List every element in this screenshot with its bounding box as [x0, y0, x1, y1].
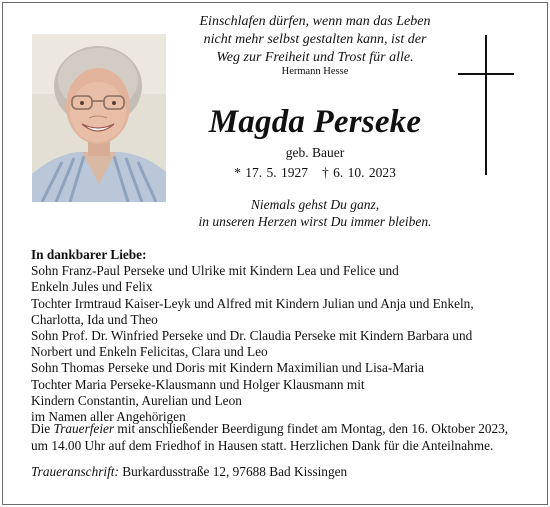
- family-line: Tochter Irmtraud Kaiser-Leyk und Alfred mit Kindern Julian und Anja und Enkeln,: [31, 295, 474, 311]
- funeral-notice: [31, 421, 536, 454]
- family-heading: In dankbarer Liebe:: [31, 247, 147, 262]
- portrait-photo: [32, 34, 166, 202]
- notice-line-1: [31, 421, 536, 438]
- address-value: Burkardusstraße 12, 97688 Bad Kissingen: [118, 464, 348, 479]
- portrait-image: [32, 34, 166, 202]
- family-line: Sohn Prof. Dr. Winfried Perseke und Dr. Claudia Perseke mit Kindern Barbara und: [31, 328, 473, 344]
- family-line: Charlotta, Ida und Theo: [31, 311, 158, 327]
- mourning-address: [31, 464, 536, 480]
- birth-date: * 17. 5. 1927: [234, 165, 308, 180]
- notice-line-2: um 14.00 Uhr auf dem Friedhof in Hausen statt. Herzlichen Dank für die Anteilnahme.: [31, 437, 494, 453]
- address-label: Traueranschrift:: [31, 464, 119, 479]
- notice-emphasis: Trauerfeier: [53, 421, 115, 436]
- family-list: [31, 247, 536, 425]
- poem-line: nicht mehr selbst gestalten kann, ist der: [203, 32, 427, 47]
- family-line: im Namen aller Angehörigen: [31, 409, 186, 425]
- latin-cross-icon: [458, 35, 514, 175]
- family-line: Sohn Thomas Perseke und Doris mit Kindern Maximilian und Lisa-Maria: [31, 360, 425, 376]
- family-line: Tochter Maria Perseke-Klausmann und Holger Klausmann mit: [31, 376, 365, 392]
- poem-author: Hermann Hesse: [281, 66, 349, 77]
- poem-line: Weg zur Freiheit und Trost für alle.: [216, 50, 414, 65]
- notice-line-1-rest: mit anschließender Beerdigung findet am Montag, den 16. Oktober 2023,: [114, 421, 509, 436]
- motto-line: in unseren Herzen wirst Du immer bleiben.: [198, 214, 432, 229]
- death-date: † 6. 10. 2023: [322, 165, 396, 180]
- motto-line: Niemals gehst Du ganz,: [250, 197, 380, 212]
- family-line: Norbert und Enkeln Felicitas, Clara und Leo: [31, 344, 268, 360]
- poem: [190, 13, 440, 67]
- life-dates: [190, 165, 440, 181]
- notice-prefix: Die: [31, 421, 54, 436]
- family-line: Kindern Constantin, Aurelian und Leon: [31, 392, 242, 408]
- family-line: Sohn Franz-Paul Perseke und Ulrike mit Kindern Lea und Felice und: [31, 263, 399, 279]
- birth-name: geb. Bauer: [285, 145, 345, 160]
- family-line: Enkeln Jules und Felix: [31, 279, 153, 295]
- deceased-name: Magda Perseke: [208, 104, 422, 140]
- poem-line: Einschlafen dürfen, wenn man das Leben: [199, 14, 431, 29]
- motto: [170, 196, 460, 230]
